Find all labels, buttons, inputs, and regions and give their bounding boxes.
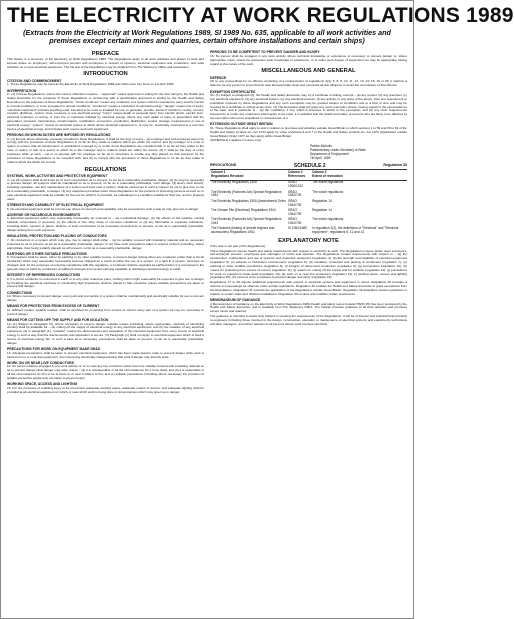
- table-cell: The Electricity Regulations 1908 (Amendment) Order: [211, 198, 286, 203]
- table-cell: SR&O 1944/739: [287, 217, 302, 225]
- regulation-heading: PERSONS ON WHOM DUTIES ARE IMPOSED BY REGULATIONS: [7, 133, 111, 138]
- table-cell: Regulation 14: [312, 207, 332, 212]
- regulation-heading: WORKING SPACE, ACCESS AND LIGHTING: [7, 382, 78, 387]
- regulation-heading: PRECAUTIONS FOR WORK ON EQUIPMENT MADE DEAD: [7, 347, 101, 352]
- regulation-ref: Regulation 33: [383, 162, 407, 167]
- regulation-heading: INTEGRITY OF REFERENCED CONDUCTORS: [7, 273, 81, 278]
- regulation-heading: INSULATION, PROTECTION AND PLACING OF CONDUCTORS: [7, 234, 107, 239]
- table-cell: The Factories (testing of aircraft engines and accessories) Regulations 1952: [211, 226, 275, 235]
- section-heading: EXPLANATORY NOTE: [278, 237, 339, 244]
- table-row: [210, 180, 407, 190]
- table-cell: The whole regulations: [312, 180, 344, 185]
- regulation-text: The guidance is intended to assist duty holders in meeting the requirements of the Regulations. It will be of interest and practical help primarily to engineers (including those involved in the design, construction, operation or maintenance of electrical systems and equipment), technicians and their managers, and will be relevant to all persons whose work involves electricity.: [210, 314, 407, 326]
- regulation-text: 4.–(1) All systems shall at all times be of such construction as to prevent, so far as is reasonably practicable, danger. (2) As may be necessary to prevent danger, all systems shall be maintained so as to prevent, so far as is reasonably practicable, such danger. (3) Every work activity, including operation, use and maintenance of a system and work near a system, shall be carried out in such a manner as not to give rise, so far as is reasonably practicable, to danger. (4) Any equipment provided under these Regulations for the purpose of protecting persons at work on or near electrical equipment shall be suitable for the use for which it is provided, be maintained in a condition suitable for that use, and be properly used.: [7, 177, 204, 201]
- regulation-heading: STRENGTH AND CAPABILITY OF ELECTRICAL EQUIPMENT: [7, 203, 104, 208]
- column-header: Column 3 Extent of revocation: [311, 171, 407, 180]
- regulation-heading: EARTHING OR OTHER SUITABLE PRECAUTIONS: [7, 251, 87, 256]
- right-column: [210, 49, 407, 396]
- table-cell: The Electricity Regulations 1908: [211, 180, 257, 185]
- table-cell: The whole regulations: [312, 189, 344, 194]
- regulation-heading: MEANS FOR PROTECTING FROM EXCESS OF CURRENT: [7, 304, 100, 309]
- table-cell: The Grease Pits (Electrical) Regulations 1944: [211, 207, 276, 212]
- regulation-heading: CITATION AND COMMENCEMENT: [7, 78, 62, 83]
- section-heading: REGULATIONS: [84, 166, 127, 173]
- regulation-text: 6. Electrical equipment which may reasonably foreseeably be exposed to – (a) mechanical damage; (b) the effects of the weather, natural hazards, temperature or pressure; (c) the effects of wet, dirty, dusty or corrosive conditions; or (d) any flammable or explosive substance, including dusts, vapours or gases, shall be of such construction or as necessary protected as to prevent, so far as is reasonably practicable, danger arising from such exposure.: [7, 216, 204, 232]
- regulation-text: (This note is not part of the Regulations): [210, 243, 266, 248]
- table-row: [210, 190, 407, 199]
- table-cell: Regulation 14: [312, 198, 332, 203]
- table-cell: The whole regulations: [312, 217, 344, 222]
- regulation-text: 13. Adequate precautions shall be taken to prevent electrical equipment, which has been made dead in order to prevent danger while work is carried out on or near that equipment, from becoming electrically charged during that work if danger may thereby arise.: [7, 350, 204, 359]
- regulation-text: 12.–(1) Subject to paragraph (3), where necessary to prevent danger, suitable means (including, where appropriate, methods of identifying circuits) shall be available for – (a) cutting off the supply of electrical energy to any electrical equipment; and (b) the isolation of any electrical equipment. (2) In paragraph (1), "isolation" means the disconnection and separation of the electrical equipment from every source of electrical energy in such a way that this disconnection and separation is secure. (3) Paragraph (1) shall not apply to electrical equipment which is itself a source of electrical energy but, in such a case as is necessary, precautions shall be taken to prevent, so far as is reasonably practicable, danger.: [7, 321, 204, 345]
- table-cell: SR&O 1944/739: [287, 207, 302, 216]
- regulation-heading: WORK ON OR NEAR LIVE CONDUCTORS: [7, 360, 74, 365]
- regulation-heading: EXTENSION OUTSIDE GREAT BRITAIN: [210, 122, 273, 127]
- regulation-heading: EXEMPTION CERTIFICATES: [210, 89, 256, 94]
- regulation-text: Regulations 17 to 28 impose additional requirements with respect to electrical systems and equipment in mines. Regulation 29 provides a defence in proceedings for offences under certain regulations. Regulation 30 enables the Health and Safety Executive to grant exemptions from the Regulations. Regulation 31 extends the application of the Regulations outside Great Britain. Regulation 32 disapplies certain regulations in relation to certain ships and offshore installations. Regulation 33 revokes and modifies certain enactments.: [210, 280, 407, 296]
- table-cell: SR&O 1944/739: [287, 189, 302, 198]
- regulation-text: 5. No electrical equipment shall be put into use where its strength and capability may be exceeded in such a way as may give rise to danger.: [7, 206, 199, 211]
- notice-title: THE ELECTRICITY AT WORK REGULATIONS 1989: [7, 4, 514, 27]
- regulation-text: These Regulations impose health and safety requirements with respect to electricity at work. The Regulations impose duties upon employers, self-employed persons, employees and managers of mines and quarries. The Regulations contain requirements with respect to – (a) the construction, maintenance and use of systems and protective equipment (regulation 4); (b) the strength and capability of electrical equipment (regulation 5); (c) adverse or hazardous environments (regulation 6); (d) insulation, protection and placing of conductors (regulation 7); (e) earthing or other suitable precautions (regulation 8); (f) integrity of referenced conductors (regulation 9); (g) connections (regulation 10); (h) means for protecting from excess of current (regulation 11); (i) means for cutting off the supply and for isolation (regulation 12); (j) precautions for work on equipment made dead (regulation 13); (k) work on or near live conductors (regulation 14); (l) working space, access and lighting (regulation 15); (m) persons to be competent to prevent danger and injury (regulation 16).: [210, 248, 407, 280]
- notice-subtitle: (Extracts from the Electricity at Work Regulations 1989, SI 1989 No. 635, applicable to all work activities and premises except certain mines and quarries, certain offshore installations and certain ships): [23, 28, 391, 46]
- regulation-text: 30.–(1) Subject to paragraph (2), the Health and Safety Executive may, by a certificate in writing, exempt – (a) any person; (b) any premises; (c) any electrical equipment; (d) any electrical system; (e) any electrical process; (f) any activity, or any class of the above, from any requirement or prohibition imposed by these Regulations and any such exemption may be granted subject to conditions and to a limit of time and may be revoked by a certificate in writing at any time. (2) The Executive shall not grant any such exemption unless, having regard to the circumstances of the case, and in particular to – (a) the conditions, if any, which it proposes to attach to the exemption; and (b) any other requirements imposed by or under any enactment which apply to the case, it is satisfied that the health and safety of persons who are likely to be affected by the exemption will not be prejudiced in consequence of it.: [210, 93, 407, 121]
- regulation-text: This Notice is a summary of the Electricity at Work Regulations 1989. The Regulations apply to all work activities and places of work and impose duties on employers, self-employed persons and employees in respect of systems, electrical equipment and conductors, and work activities on or near electrical equipment. The full text of the Regulations may be obtained from The Stationery Office and booksellers.: [7, 56, 204, 69]
- regulation-heading: MEANS FOR CUTTING OFF THE SUPPLY AND FOR ISOLATION: [7, 318, 109, 323]
- section-heading: MISCELLANEOUS AND GENERAL: [261, 68, 356, 75]
- regulation-text: 16. No person shall be engaged in any work activity where technical knowledge or experience is necessary to prevent danger or, where appropriate, injury, unless he possesses such knowledge or experience, or is under such degree of supervision as may be appropriate having regard to the nature of the work.: [210, 53, 407, 66]
- regulation-heading: MEMORANDUM OF GUIDANCE: [210, 298, 261, 303]
- table-row: [210, 199, 407, 208]
- regulation-text: 10. Where necessary to prevent danger, every joint and connection in a system shall be mechanically and electrically suitable for use to prevent danger.: [7, 294, 204, 303]
- regulation-text: 8. Precautions shall be taken, either by earthing or by other suitable means, to prevent danger arising when any conductor (other than a circuit conductor) which may reasonably foreseeably become charged as a result of either the use of a system, or a fault in a system, becomes so charged; and, for the purposes of ensuring compliance with this regulation, a conductor shall be regarded as earthed when it is connected to the general mass of earth by conductors of sufficient strength and current-carrying capability to discharge electrical energy to earth.: [7, 255, 204, 271]
- regulation-text: 2.–(1) In these Regulations, unless the context otherwise requires – "approved" means approved in writing for the time being by the Health and Safety Executive for the purposes of these Regulations or conforming with a specification approved in writing by the Health and Safety Executive for the purposes of these Regulations; "circuit conductor" means any conductor in a system which is intended to carry electric current in normal conditions, or to be energised in normal conditions; "conductor" means a conductor of electrical energy; "danger" means risk of injury; "electrical equipment" includes anything used, intended to be used or installed for use, to generate, provide, transmit, transform, rectify, convert, conduct, distribute, control, store, measure or use electrical energy; "injury" means death or personal injury from electric shock, electric burn, electrical explosion or arcing, or from fire or explosion initiated by electrical energy, where any such death or injury is associated with the generation, provision, transmission, transformation, rectification, conversion, conduction, distribution, control, storage, measurement or use of electrical energy; "system" means an electrical system in which all the electrical equipment is, or may be, electrically connected to a common source of electrical energy, and includes such source and such equipment.: [7, 92, 204, 131]
- section-heading: PREFACE: [91, 50, 120, 57]
- left-column: [7, 49, 204, 396]
- signature-block: Patrick Nicholls Parliamentary Under-Secretary of State Department of Employment 7th April, 1989: [310, 144, 366, 161]
- schedule-2: [210, 163, 407, 236]
- regulation-text: 15. For the purposes of enabling injury to be prevented, adequate working space, adequate means of access, and adequate lighting shall be provided at all electrical equipment on which or near which work is being done in circumstances which may give rise to danger.: [7, 385, 204, 394]
- regulation-text: 11. Efficient means, suitably located, shall be provided for protecting from excess of current every part of a system as may be necessary to prevent danger.: [7, 307, 204, 316]
- regulation-text: 9. If a circuit conductor is connected to earth or to any other reference point, nothing which might reasonably be expected to give rise to danger by breaking the electrical continuity or introducing high impedance shall be placed in that conductor unless suitable precautions are taken to prevent that danger.: [7, 276, 204, 289]
- table-row: [210, 208, 407, 217]
- regulation-heading: SYSTEMS, WORK ACTIVITIES AND PROTECTIVE EQUIPMENT: [7, 174, 108, 179]
- schedule-label: SCHEDULE 2: [293, 162, 326, 169]
- regulation-text: 31. These Regulations shall apply to and in relation to premises and activities outside Great Britain to which sections 1 to 59 and 80 to 82 of the Health and Safety at Work etc. Act 1974 apply by virtue of Articles 6 and 7 of the Health and Safety at Work etc. Act 1974 (Application outside Great Britain) Order 1977 as they apply within Great Britain.: [210, 125, 407, 138]
- table-cell: SR&O 1908/1312: [287, 180, 304, 189]
- regulation-heading: PERSONS TO BE COMPETENT TO PREVENT DANGER AND INJURY: [210, 50, 320, 55]
- regulation-heading: INTERPRETATION: [7, 88, 37, 93]
- table-row: [210, 217, 407, 226]
- table-cell: SR&O 1944/739: [287, 198, 302, 207]
- table-cell: The Electricity (Factories Act) Special Regulations 1944: [211, 217, 282, 225]
- table-cell: The Electricity (Factories Act) Special Regulations 1944: [211, 189, 282, 198]
- regulation-heading: DEFENCE: [210, 75, 227, 80]
- regulation-text: 29. In any proceedings for an offence consisting of a contravention of regulations 4(4), 5, 8, 9, 10, 11, 12, 13, 14, 15, 16 or 25, it shall be a defence for any person to prove that he took all reasonable steps and exercised all due diligence to avoid the commission of that offence.: [210, 79, 407, 88]
- column-header: Column 2 References: [287, 171, 311, 180]
- schedule-header: [210, 163, 407, 170]
- regulation-text: 3.–(1) Except where otherwise expressly provided in these Regulations, it shall be the duty of every – (a) employer and self-employed person to comply with the provisions of these Regulations in so far as they relate to matters which are within his control; and (b) manager of a mine or quarry to ensure that all requirements or prohibitions imposed by or under these Regulations are complied with in so far as they relate to the mine or quarry or part of a quarry of which he is the manager and to matters which are within his control. (2) It shall be the duty of every employee while at work – (a) to co-operate with his employer so far as is necessary to enable any duty placed on that employer by the provisions of these Regulations to be complied with; and (b) to comply with the provisions of these Regulations in so far as they relate to matters which are within his control.: [7, 136, 204, 164]
- table-row: [210, 226, 407, 235]
- regulation-text: (SCHEDULE 1 applies to mines only): [210, 138, 262, 143]
- columns: [7, 49, 407, 396]
- regulation-text: 7. All conductors in a system which may give rise to danger shall either – (a) be suitably covered with insulating material and as necessary protected so as to prevent, so far as is reasonably practicable, danger; or (b) have such precautions taken in respect of them (including, where appropriate, their being suitably placed) as will prevent, so far as is reasonably practicable, danger.: [7, 237, 204, 250]
- regulation-heading: CONNECTIONS: [7, 290, 33, 295]
- revocations-table: [210, 171, 407, 236]
- regulation-text: 1. These Regulations may be cited as the Electricity at Work Regulations 1989 and shall come into force on 1st April 1990.: [7, 82, 175, 87]
- table-cell: SI 1952/1689: [287, 226, 307, 231]
- column-header: Column 1 Regulations Revoked: [210, 171, 287, 180]
- table-cell: In regulation 2(2), the definitions of "Electrical" and "Electrical equipment"; regulations 5, 12 and 13: [312, 226, 399, 235]
- regulation-text: 14. No person shall be engaged in any work activity on or so near any live conductor (other than one suitably covered with insulating material so as to prevent danger) that danger may arise unless – (a) it is unreasonable in all the circumstances for it to be dead; and (b) it is reasonable in all the circumstances for him to be at work on or near it while it is live; and (c) suitable precautions (including where necessary the provision of suitable protective equipment) are taken to prevent injury.: [7, 364, 204, 380]
- revocations-label: REVOCATIONS: [210, 162, 237, 167]
- regulation-heading: ADVERSE OR HAZARDOUS ENVIRONMENTS: [7, 212, 81, 217]
- regulation-text: A Memorandum of Guidance on the Electricity at Work Regulations 1989 (health and safety series booklet HS(R) 25) has been produced by the Health and Safety Executive, and is available from The Stationery Office. The booklet provides guidance to all work activities and premises except mines and quarries.: [210, 301, 407, 314]
- section-heading: INTRODUCTION: [83, 71, 128, 78]
